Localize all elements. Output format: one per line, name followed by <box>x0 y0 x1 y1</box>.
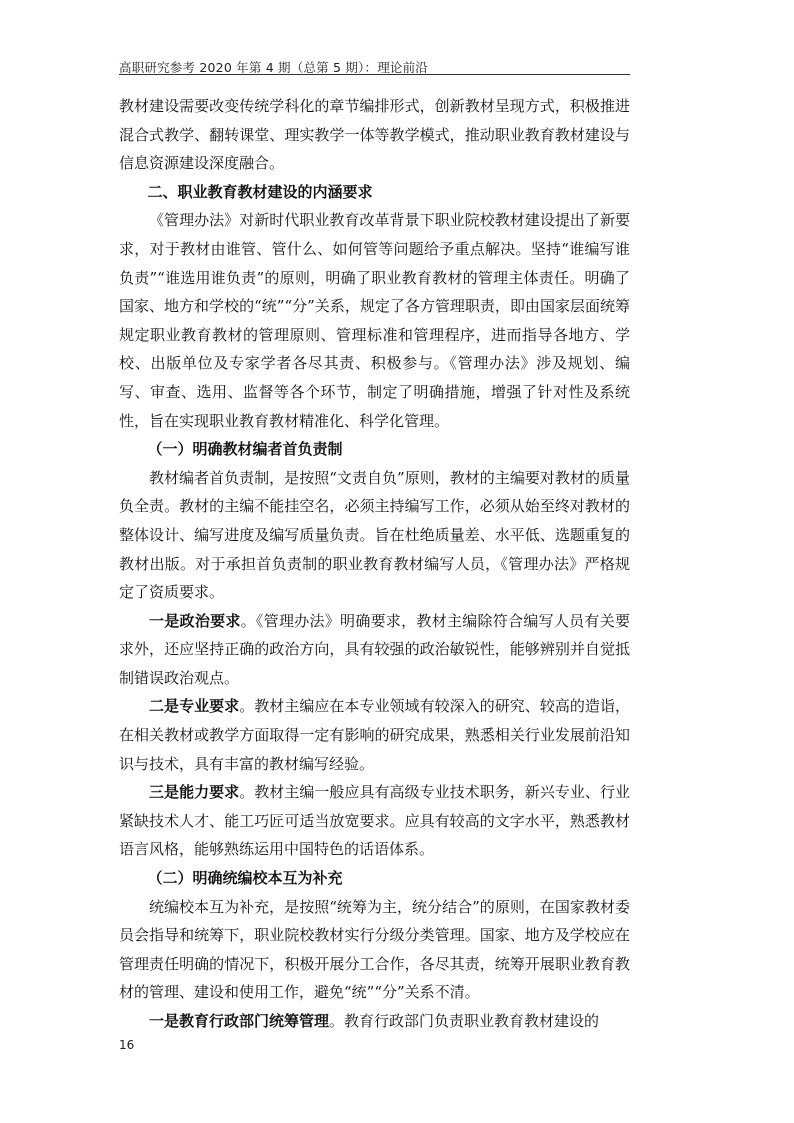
paragraph: 《管理办法》对新时代职业教育改革背景下职业院校教材建设提出了新要求，对于教材由谁管、管什么、如何管等问题给予重点解决。坚持“谁编写谁负责”“谁选用谁负责”的原则，明确了职业教育教材的管理主体责任。明确了国家、地方和学校的“统”“分”关系，规定了各方管理职责，即由国家层面统筹规定职业教育教材的管理原则、管理标准和管理程序，进而指导各地方、学校、出版单位及专家学者各尽其责、积极参与。《管理办法》涉及规划、编写、审查、选用、监督等各个环节，制定了明确措施，增强了针对性及系统性，旨在实现职业教育教材精准化、科学化管理。 <box>119 211 630 430</box>
section-heading: 二、职业教育教材建设的内涵要求 <box>147 182 373 201</box>
paragraph: 统编校本互为补充，是按照“统筹为主，统分结合”的原则，在国家教材委员会指导和统筹下，职业院校教材实行分级分类管理。国家、地方及学校应在管理责任明确的情况下，积极开展分工合作，各尽其责，统筹开展职业教育教材的管理、建设和使用工作，避免“统”“分”关系不清。 <box>119 897 630 1002</box>
subsection-heading: （二）明确统编校本互为补充 <box>147 869 343 888</box>
paragraph <box>119 1007 630 1036</box>
paragraph-text: 。《管理办法》明确要求，教材主编除符合编写人员有关要求外，还应坚持正确的政治方向，具有较强的政治敏锐性，能够辨别并自觉抵制错误政治观点。 <box>119 611 630 687</box>
lead-in-bold: 三是能力要求 <box>149 783 240 802</box>
paragraph-text: 。教材主编一般应具有高级专业技术职务，新兴专业、行业紧缺技术人才、能工巧匠可适当放宽要求。应具有较高的文字水平，熟悉教材语言风格，能够熟练运用中国特色的话语体系。 <box>119 783 630 859</box>
paragraph-continuation: 教材建设需要改变传统学科化的章节编排形式，创新教材呈现方式，积极推进混合式教学、翻转课堂、理实教学一体等教学模式，推动职业教育教材建设与信息资源建设深度融合。 <box>119 97 630 173</box>
header-rule <box>119 74 630 75</box>
paragraph: 教材编者首负责制，是按照“文责自负”原则，教材的主编要对教材的质量负全责。教材的主编不能挂空名，必须主持编写工作，必须从始至终对教材的整体设计、编写进度及编写质量负责。旨在杜绝质量差、水平低、选题重复的教材出版。对于承担首负责制的职业教育教材编写人员，《管理办法》严格规定了资质要求。 <box>119 468 630 602</box>
lead-in-bold: 一是教育行政部门统筹管理 <box>149 1012 330 1030</box>
paragraph-text: 。教育行政部门负责职业教育教材建设的 <box>329 1012 600 1030</box>
paragraph-text: 。教材主编应在本专业领域有较深入的研究、较高的造诣，在相关教材或教学方面取得一定有影响的研究成果，熟悉相关行业发展前沿知识与技术，具有丰富的教材编写经验。 <box>119 697 630 773</box>
page-number: 16 <box>119 1038 135 1052</box>
paragraph <box>119 692 630 778</box>
running-header: 高职研究参考 2020 年第 4 期（总第 5 期）：理论前沿 <box>119 60 429 75</box>
lead-in-bold: 二是专业要求 <box>149 697 240 716</box>
article-body <box>119 92 630 1036</box>
subsection-heading: （一）明确教材编者首负责制 <box>147 440 343 459</box>
paragraph <box>119 607 630 693</box>
lead-in-bold: 一是政治要求 <box>149 611 241 630</box>
paragraph <box>119 778 630 864</box>
